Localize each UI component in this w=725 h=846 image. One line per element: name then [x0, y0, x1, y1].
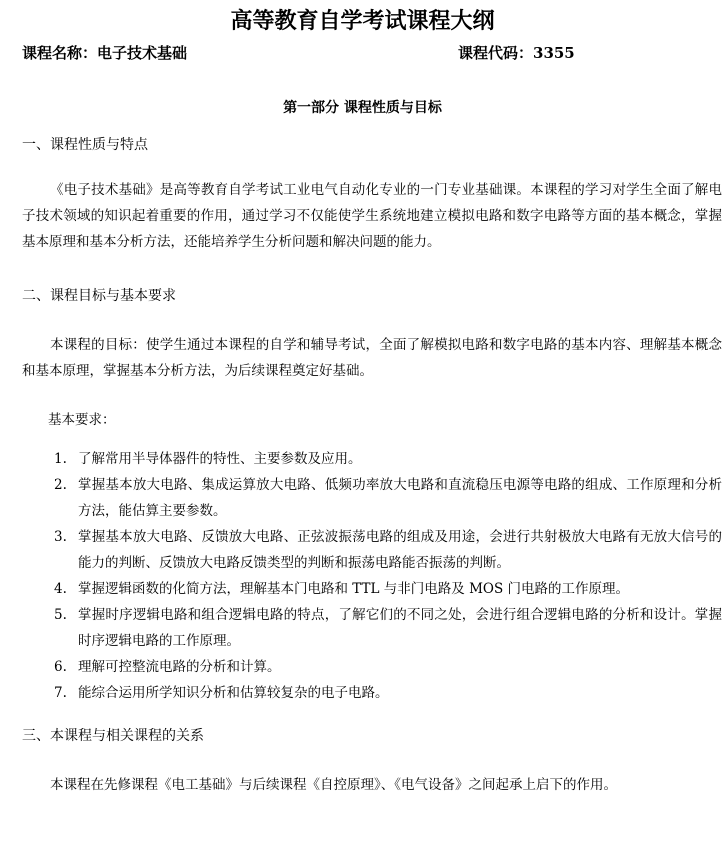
list-item-number: 3.	[54, 529, 67, 545]
requirements-list	[54, 446, 722, 706]
list-item	[54, 654, 722, 680]
section-heading-nature: 一、课程性质与特点	[22, 137, 148, 153]
list-item-number: 5.	[54, 607, 67, 623]
list-item	[54, 576, 722, 602]
list-item	[54, 446, 722, 472]
list-item-text: 掌握逻辑函数的化简方法，理解基本门电路和 TTL 与非门电路及 MOS 门电路的工作原理。	[78, 581, 630, 597]
list-item	[54, 680, 722, 706]
list-item-number: 2.	[54, 477, 67, 493]
list-item-number: 6.	[54, 659, 67, 675]
requirements-label: 基本要求：	[48, 412, 116, 428]
list-item-number: 4.	[54, 581, 67, 597]
section-heading-goals: 二、课程目标与基本要求	[22, 288, 176, 304]
section-paragraph-nature: 《电子技术基础》是高等教育自学考试工业电气自动化专业的一门专业基础课。本课程的学习对学生全面了解电子技术领域的知识起着重要的作用，通过学习不仅能使学生系统地建立模拟电路和数字电路等方面的基本概念，掌握基本原理和基本分析方法，还能培养学生分析问题和解决问题的能力。	[22, 182, 722, 250]
list-item-text: 掌握基本放大电路、集成运算放大电路、低频功率放大电路和直流稳压电源等电路的组成、工作原理和分析方法，能估算主要参数。	[78, 477, 722, 519]
part-title: 第一部分 课程性质与目标	[283, 100, 442, 116]
section-paragraph-relations: 本课程在先修课程《电工基础》与后续课程《自控原理》、《电气设备》之间起承上启下的作用。	[50, 777, 617, 793]
list-item-text: 掌握基本放大电路、反馈放大电路、正弦波振荡电路的组成及用途，会进行共射极放大电路有无放大信号的能力的判断、反馈放大电路反馈类型的判断和振荡电路能否振荡的判断。	[78, 529, 722, 571]
course-name: 课程名称：电子技术基础	[22, 44, 188, 62]
list-item	[54, 472, 722, 524]
section-heading-relations: 三、本课程与相关课程的关系	[22, 728, 204, 744]
list-item	[54, 524, 722, 576]
list-item	[54, 602, 722, 654]
list-item-text: 了解常用半导体器件的特性、主要参数及应用。	[78, 451, 362, 467]
course-code: 课程代码：3355	[458, 44, 575, 62]
list-item-text: 能综合运用所学知识分析和估算较复杂的电子电路。	[78, 685, 389, 701]
document-title: 高等教育自学考试课程大纲	[230, 8, 495, 34]
list-item-number: 1.	[54, 451, 67, 467]
list-item-number: 7.	[54, 685, 67, 701]
section-paragraph-goals: 本课程的目标：使学生通过本课程的自学和辅导考试，全面了解模拟电路和数字电路的基本内容、理解基本概念和基本原理，掌握基本分析方法，为后续课程奠定好基础。	[22, 337, 722, 379]
list-item-text: 理解可控整流电路的分析和计算。	[78, 659, 281, 675]
list-item-text: 掌握时序逻辑电路和组合逻辑电路的特点，了解它们的不同之处，会进行组合逻辑电路的分析和设计。掌握时序逻辑电路的工作原理。	[78, 607, 722, 649]
